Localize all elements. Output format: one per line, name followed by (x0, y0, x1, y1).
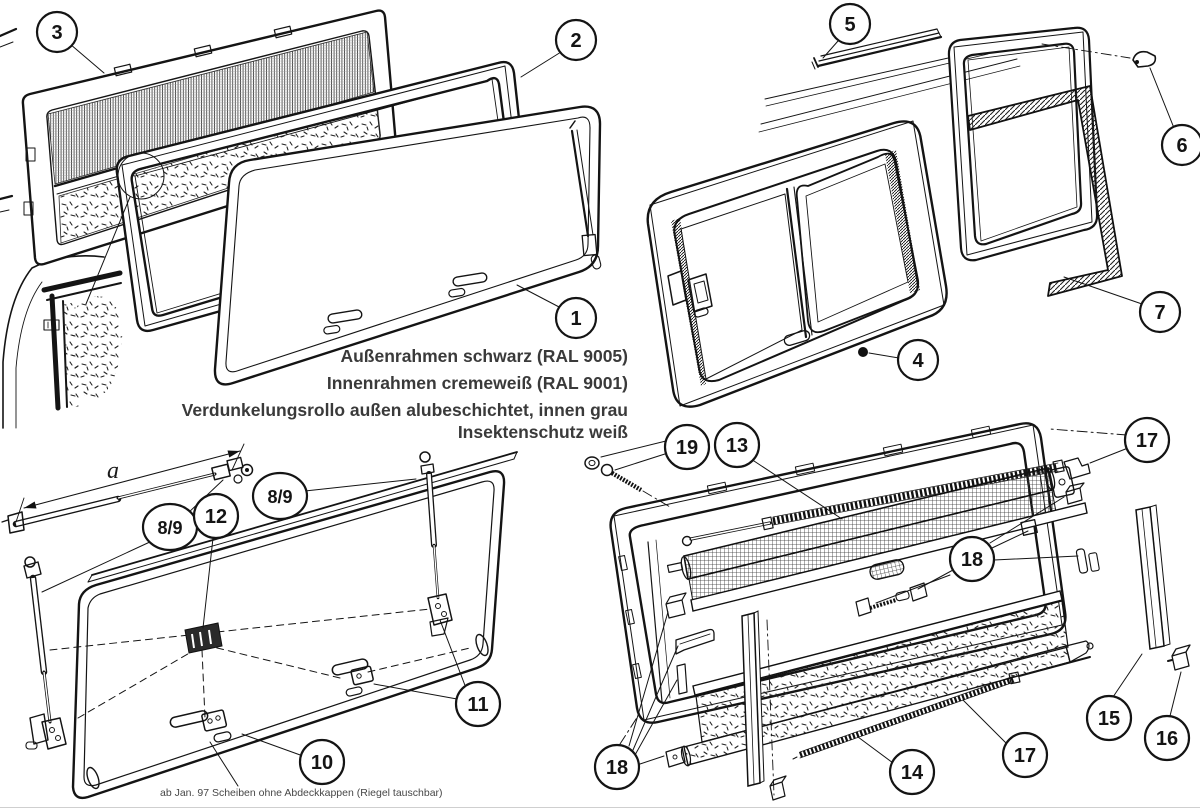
callout-11 (456, 682, 500, 726)
svg-text:15: 15 (1097, 708, 1121, 730)
svg-text:13: 13 (725, 435, 749, 457)
gas-strut-left (24, 557, 66, 749)
callout-14 (890, 750, 934, 794)
svg-text:11: 11 (467, 694, 489, 716)
callout-15 (1087, 696, 1131, 740)
svg-text:4: 4 (912, 350, 924, 372)
callout-6 (1162, 125, 1200, 165)
marker-dot (858, 347, 868, 357)
screw-part19 (585, 457, 670, 507)
callout-8-9 (143, 504, 197, 550)
callout-18 (950, 537, 994, 581)
svg-text:8/9: 8/9 (267, 487, 293, 507)
callout-8-9 (253, 473, 307, 519)
spec-line-outer-frame: Außenrahmen schwarz (RAL 9005) (340, 346, 628, 366)
callout-17 (1003, 733, 1047, 777)
callout-3 (37, 12, 77, 52)
callout-2 (556, 20, 596, 60)
side-strip-part15 (1136, 505, 1170, 649)
callout-18 (595, 745, 639, 789)
wall-cutout-section (3, 256, 122, 428)
callout-4 (898, 340, 938, 380)
svg-text:17: 17 (1013, 745, 1037, 767)
svg-text:6: 6 (1176, 135, 1188, 157)
svg-text:19: 19 (675, 437, 699, 459)
svg-text:3: 3 (51, 22, 63, 44)
callout-12 (194, 494, 238, 538)
blind-cassette-exploded-view (585, 423, 1190, 800)
callout-19 (665, 425, 709, 469)
svg-text:18: 18 (960, 549, 984, 571)
clip-part16 (1168, 645, 1190, 670)
svg-text:7: 7 (1154, 302, 1166, 324)
callout-13 (715, 423, 759, 467)
callout-10 (300, 740, 344, 784)
back-frame (949, 28, 1097, 261)
svg-text:12: 12 (204, 506, 228, 528)
svg-text:17: 17 (1135, 430, 1159, 452)
seal-part7 (968, 86, 1122, 296)
callout-5 (830, 4, 870, 44)
callout-1 (556, 298, 596, 338)
svg-text:14: 14 (900, 762, 924, 784)
svg-text:5: 5 (844, 14, 856, 36)
svg-text:16: 16 (1155, 728, 1179, 750)
wall-edge-marks (0, 29, 16, 212)
svg-text:2: 2 (570, 30, 582, 52)
svg-text:8/9: 8/9 (157, 518, 183, 538)
svg-text:18: 18 (605, 757, 629, 779)
callout-16 (1145, 716, 1189, 760)
svg-text:10: 10 (310, 752, 334, 774)
svg-text:1: 1 (570, 308, 582, 330)
callout-17 (1125, 418, 1169, 462)
cap-part6 (1042, 44, 1155, 67)
spec-line-inner-frame: Innenrahmen cremeweiß (RAL 9001) (326, 373, 628, 393)
dimension-label: a (107, 458, 119, 484)
footnote-text: ab Jan. 97 Scheiben ohne Abdeckkappen (Riegel tauschbar) (160, 787, 443, 799)
wall-stipple-blob (72, 296, 123, 399)
callout-7 (1140, 292, 1180, 332)
spec-line-blackout-blind: Verdunkelungsrollo außen alubeschichtet, innen grau (181, 400, 628, 420)
spec-line-insect-screen: Insektenschutz weiß (457, 422, 628, 442)
